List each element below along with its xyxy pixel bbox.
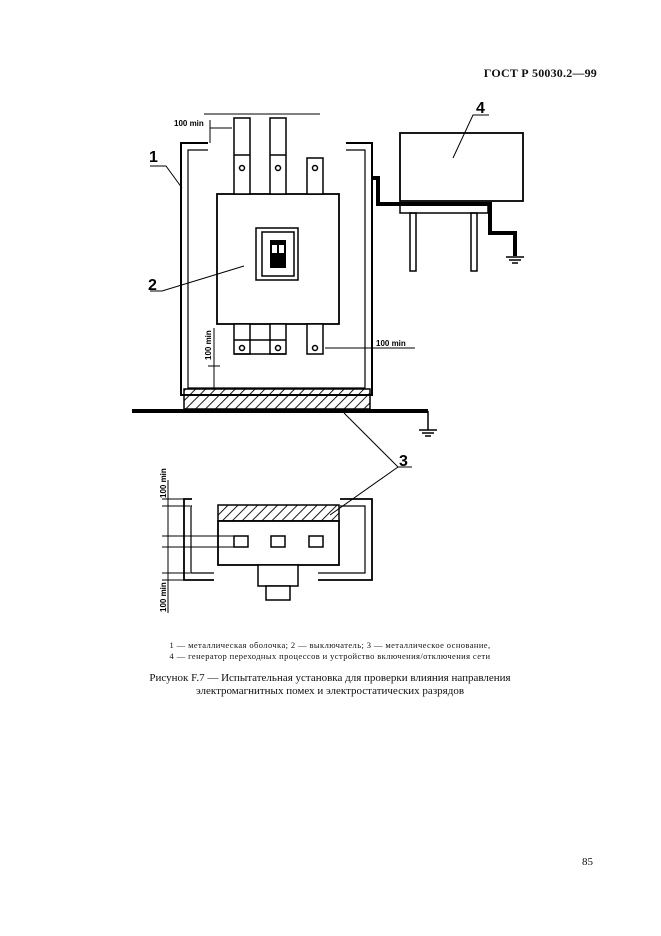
leader-1 (150, 166, 182, 188)
ground-symbol-generator (506, 257, 524, 263)
legend-line-1: 1 — металлическая оболочка; 2 — выключатель; 3 — металлическое основание, (169, 640, 491, 650)
caption-line-1: Рисунок F.7 — Испытательная установка для проверки влияния направления (149, 672, 511, 684)
plan-handle-base (258, 565, 298, 586)
figure-legend (120, 640, 540, 662)
leader-3b (330, 467, 398, 515)
bus-bar-bottom-2 (270, 324, 286, 354)
ground-symbol-base (419, 411, 437, 436)
generator-table (400, 205, 488, 213)
dim-bottom: 100 min (204, 330, 213, 360)
terminal-3 (307, 158, 323, 194)
callout-2: 2 (148, 277, 157, 294)
bus-bar-bottom-1 (234, 324, 250, 354)
generator-box (400, 133, 523, 201)
bus-bar-1 (234, 118, 250, 194)
plan-handle (266, 586, 290, 600)
dim-plan-bottom: 100 min (159, 582, 168, 612)
dim-plan-top: 100 min (159, 468, 168, 498)
caption-line-2: электромагнитных помех и электростатических разрядов (195, 685, 465, 697)
metal-base (184, 389, 370, 409)
callout-1: 1 (149, 149, 158, 166)
callout-3: 3 (399, 453, 408, 470)
legend-line-2: 4 — генератор переходных процессов и устройство включения/отключения сети (169, 651, 491, 661)
breaker-handle (270, 240, 286, 268)
terminal-bottom-3 (307, 324, 323, 354)
page-number: 85 (582, 856, 593, 868)
figure-caption (120, 672, 540, 698)
standard-header: ГОСТ Р 50030.2—99 (483, 66, 597, 80)
bus-bar-2 (270, 118, 286, 194)
dim-top: 100 min (174, 119, 204, 128)
callout-4: 4 (476, 100, 485, 117)
plan-metal-base (218, 505, 339, 521)
dim-right: 100 min (376, 339, 406, 348)
